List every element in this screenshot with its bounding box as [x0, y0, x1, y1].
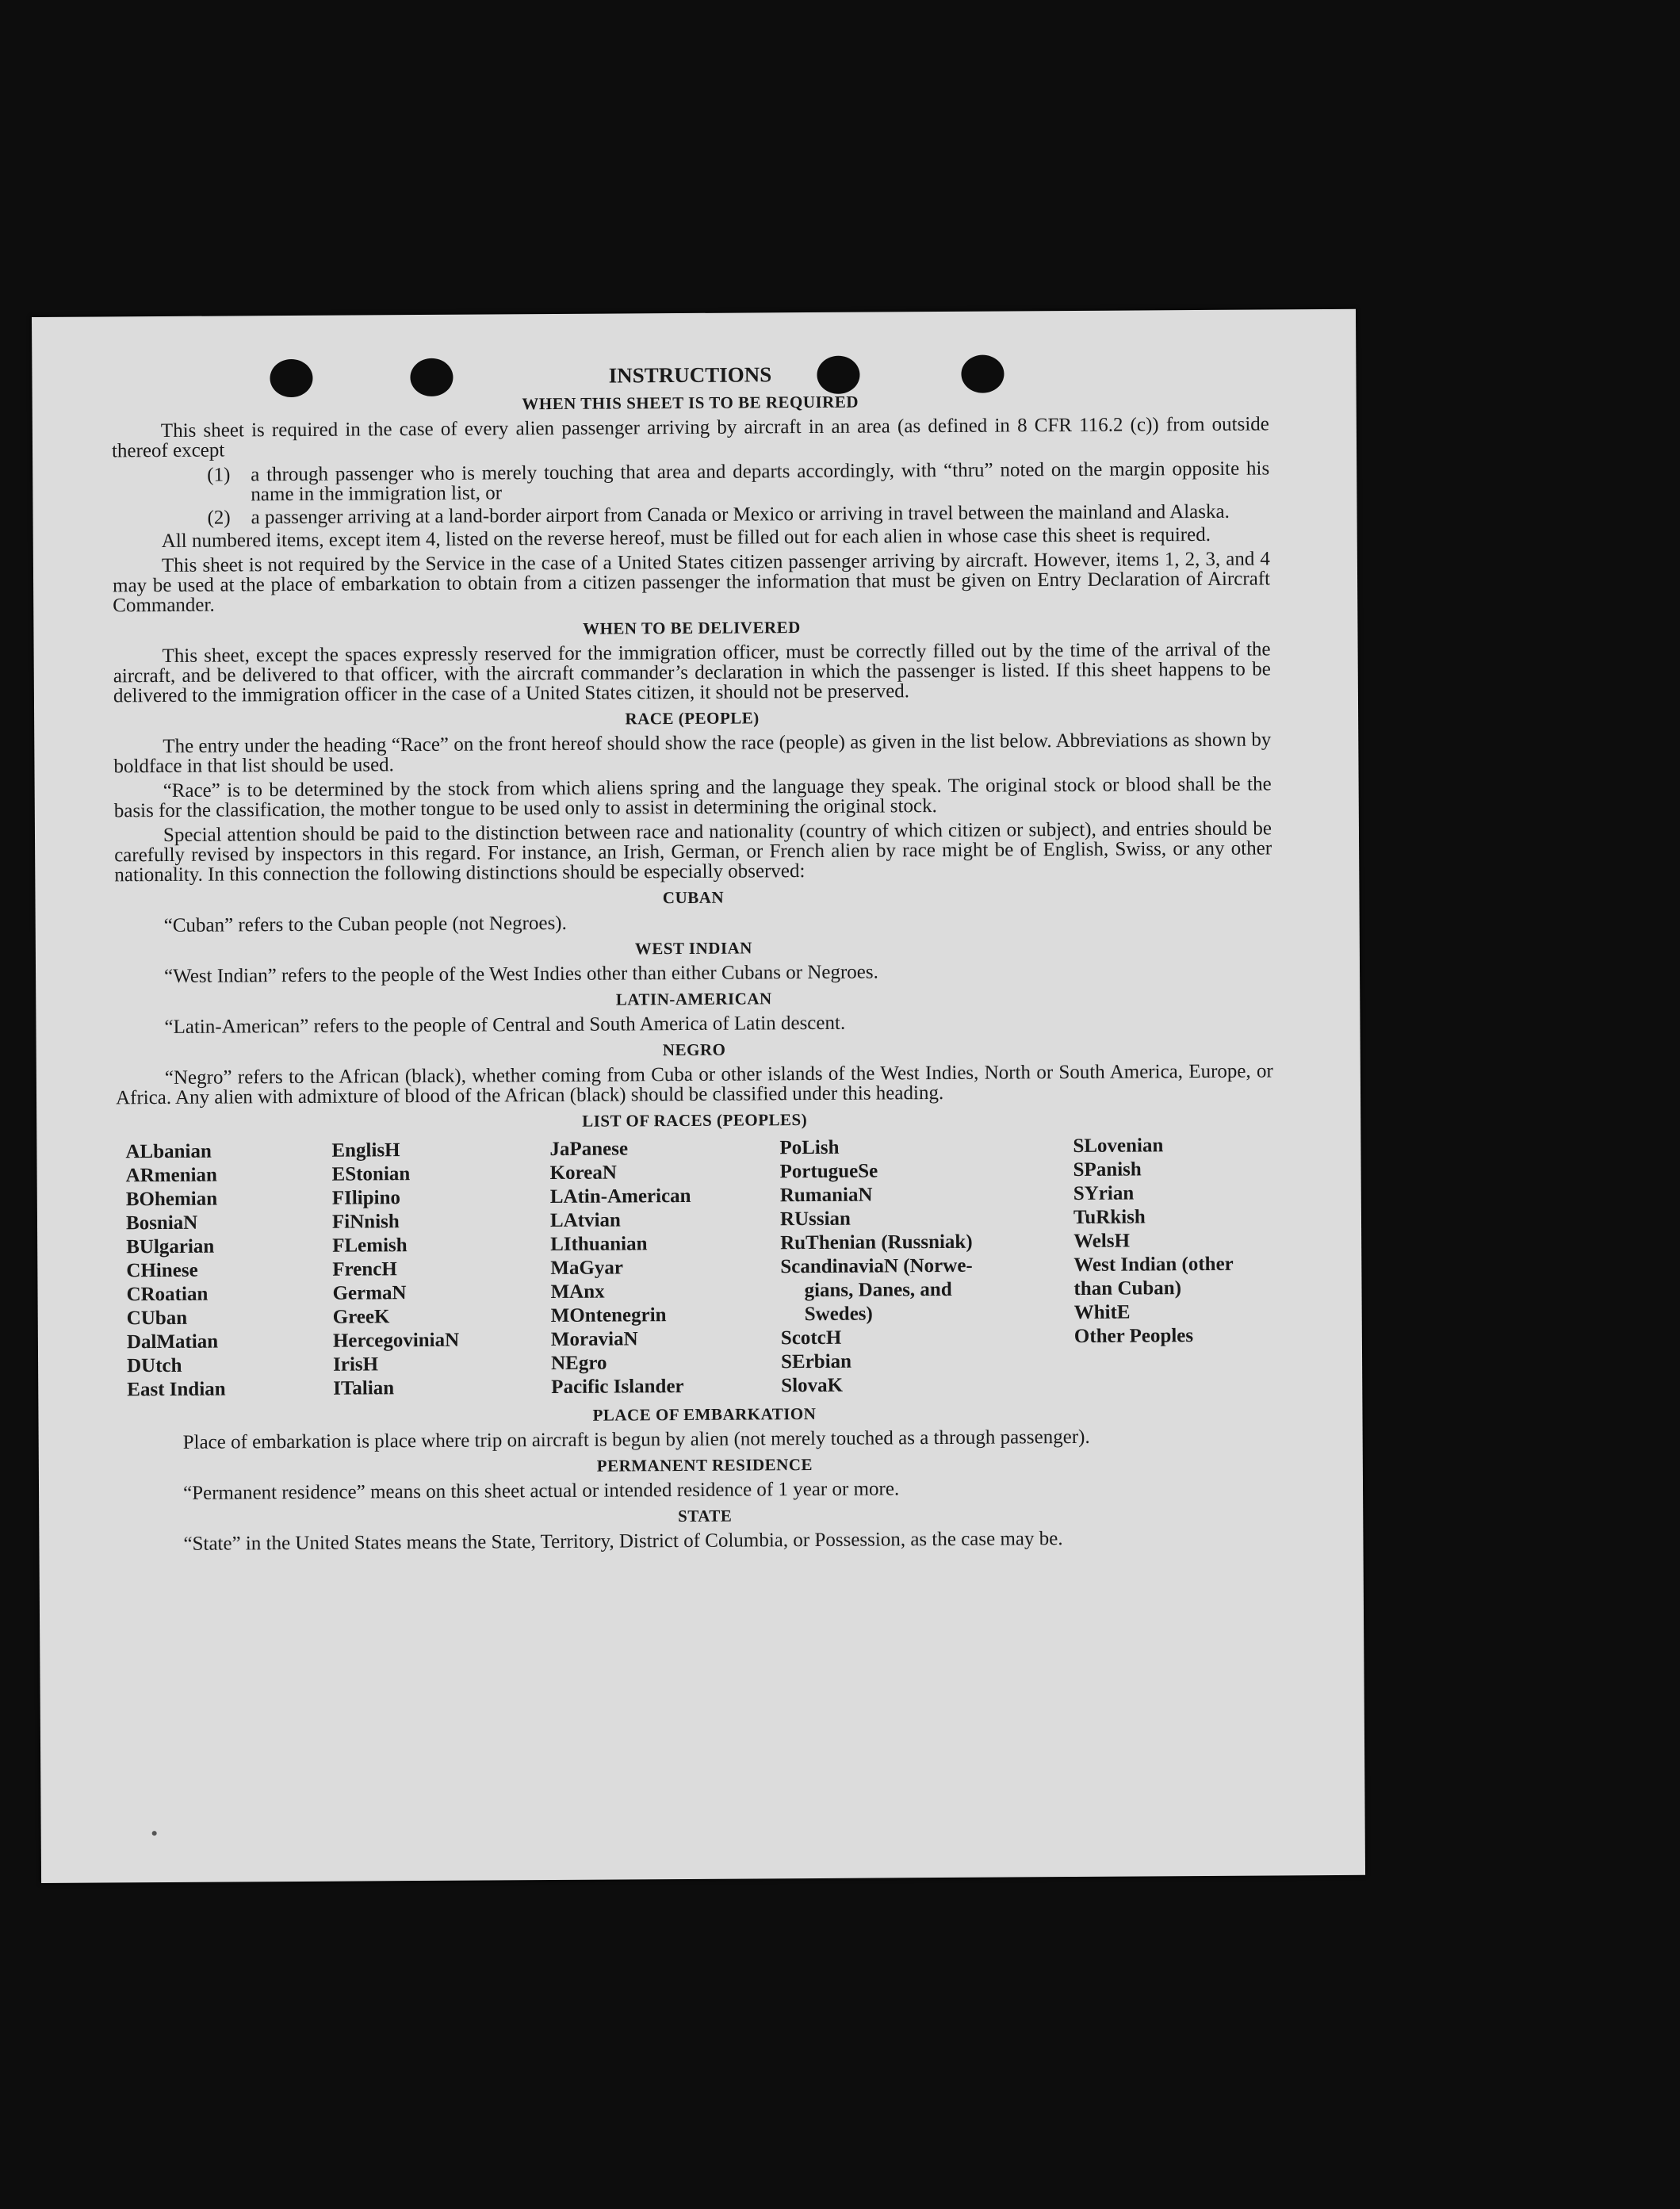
race-entry: PortugueSe	[779, 1160, 878, 1183]
race-column	[125, 1139, 333, 1403]
race-entry: TuRkish	[1073, 1206, 1146, 1228]
race-entry: GermaN	[332, 1282, 407, 1304]
item-text: a passenger arriving at a land-border airport from Canada or Mexico or arriving in travel between the mainland and Alaska.	[251, 500, 1230, 529]
subheading-embarkation: PLACE OF EMBARKATION	[592, 1403, 817, 1425]
race-entry: CRoatian	[126, 1283, 209, 1306]
paragraph: “Cuban” refers to the Cuban people (not Negroes).	[163, 912, 567, 936]
paragraph: All numbered items, except item 4, listed on the reverse hereof, must be filled out for each alien in whose case this sheet is required.	[161, 523, 1211, 553]
race-entry: LAtin-American	[549, 1185, 691, 1208]
race-entry: SLovenian	[1073, 1135, 1164, 1157]
paragraph: Place of embarkation is place where trip on aircraft is begun by alien (not merely touched as a through passenger).	[182, 1426, 1090, 1453]
race-entry: BUlgarian	[126, 1235, 215, 1258]
closing-sections	[133, 1401, 1276, 1554]
race-entry: East Indian	[127, 1378, 226, 1401]
race-entry: LIthuanian	[550, 1233, 648, 1256]
subheading-latin-american: LATIN-AMERICAN	[615, 989, 772, 1009]
race-column	[549, 1136, 781, 1399]
race-entry: WelsH	[1073, 1230, 1131, 1252]
section-heading-required: WHEN THIS SHEET IS TO BE REQUIRED	[522, 392, 859, 414]
subheading-state: STATE	[678, 1506, 733, 1526]
race-entry: FiNnish	[331, 1211, 400, 1233]
list-item	[112, 458, 1269, 505]
item-number: (1)	[207, 464, 231, 486]
subheading-negro: NEGRO	[662, 1039, 726, 1060]
race-column	[331, 1138, 551, 1401]
race-entry: IrisH	[332, 1353, 379, 1376]
race-entry: HercegoviniaN	[332, 1329, 460, 1352]
race-entry: DUtch	[127, 1354, 182, 1377]
paragraph: “West Indian” refers to the people of the West Indies other than either Cubans or Negroes.	[163, 961, 878, 987]
item-text: a through passenger who is merely touching that area and departs accordingly, with “thru” noted on the margin opposite his name in the immigration list, or	[251, 457, 1270, 506]
race-entry: SlovaK	[781, 1374, 844, 1397]
race-entry: SYrian	[1073, 1182, 1135, 1204]
race-entry: RumaniaN	[779, 1184, 873, 1207]
subheading-residence: PERMANENT RESIDENCE	[596, 1455, 813, 1476]
race-entry: ScotcH	[780, 1327, 842, 1350]
paragraph: Special attention should be paid to the distinction between race and nationality (country of which citizen or subject), and entries should be carefully revised by inspectors in this regard. For instance, an Irish, German, or French alien by race might be of English, Swiss, or any other nationality. In this connection the following distinctions should be especially observed:	[114, 817, 1272, 886]
race-entry: West Indian (other	[1073, 1253, 1234, 1276]
subheading-west-indian: WEST INDIAN	[634, 938, 752, 959]
race-entry: RuThenian (Russniak)	[780, 1231, 973, 1254]
race-entry: than Cuban)	[1073, 1277, 1182, 1300]
instructions-body	[111, 362, 1276, 1559]
exception-list	[112, 458, 1269, 528]
paragraph: “Negro” refers to the African (black), whether coming from Cuba or other islands of the West Indies, North or South America, Europe, or Africa. Any alien with admixture of blood of the African (black) should be classified under this heading.	[115, 1060, 1273, 1109]
race-entry: gians, Danes, and	[804, 1278, 952, 1302]
paragraph: “Latin-American” refers to the people of Central and South America of Latin descent.	[164, 1012, 846, 1038]
race-entry: MOntenegrin	[550, 1304, 667, 1327]
race-entry: EStonian	[331, 1163, 411, 1185]
race-entry: FrencH	[332, 1258, 397, 1281]
race-entry: NEgro	[550, 1352, 607, 1375]
paragraph: This sheet, except the spaces expressly reserved for the immigration officer, must be correctly filled out by the time of the arrival of the aircraft, and be delivered to that officer, with the aircraft commander’s declaration in which the passenger is listed. If this sheet happens to be delivered to the immigration officer in the case of a United States citizen, it should not be preserved.	[113, 638, 1271, 707]
race-entry: SErbian	[780, 1350, 852, 1373]
race-entry: Other Peoples	[1073, 1325, 1194, 1347]
paragraph: “Permanent residence” means on this sheet actual or intended residence of 1 year or more.	[182, 1478, 900, 1504]
race-entry: ALbanian	[125, 1140, 212, 1163]
race-entry: Pacific Islander	[551, 1376, 684, 1399]
paragraph: “Race” is to be determined by the stock from which aliens spring and the language they speak. The original stock or blood shall be the basis for the classification, the mother tongue to be used only to assist in determining the original stock.	[113, 773, 1272, 822]
race-entry: JaPanese	[549, 1138, 629, 1161]
race-entry: KoreaN	[549, 1162, 617, 1185]
item-number: (2)	[207, 507, 231, 529]
race-entry: ARmenian	[125, 1164, 217, 1187]
section-heading-delivered: WHEN TO BE DELIVERED	[582, 618, 801, 638]
race-entry: RUssian	[779, 1208, 851, 1231]
race-entry: Swedes)	[804, 1303, 873, 1326]
race-entry: WhitE	[1073, 1301, 1131, 1323]
race-entry: MAnx	[550, 1281, 605, 1304]
section-heading-race: RACE (PEOPLE)	[625, 708, 760, 729]
speck	[152, 1831, 157, 1836]
race-entry: GreeK	[332, 1306, 390, 1328]
race-entry: BosniaN	[125, 1212, 198, 1235]
paragraph: This sheet is required in the case of every alien passenger arriving by aircraft in an area (as defined in 8 CFR 116.2 (c)) from outside thereof except	[111, 413, 1269, 462]
document-page	[32, 309, 1365, 1883]
subheading-cuban: CUBAN	[662, 887, 725, 908]
list-heading: LIST OF RACES (PEOPLES)	[582, 1110, 808, 1131]
race-entry: CUban	[126, 1307, 188, 1330]
race-entry: MoraviaN	[550, 1328, 638, 1351]
paragraph: This sheet is not required by the Service in the case of a United States citizen passenger arriving by aircraft. However, items 1, 2, 3, and 4 may be used at the place of embarkation to obtain from a citizen passenger the information that must be given on Entry Declaration of Aircraft Commander.	[112, 548, 1271, 617]
page-title: INSTRUCTIONS	[608, 362, 772, 388]
race-entry: LAtvian	[549, 1209, 621, 1232]
race-entry: SPanish	[1073, 1158, 1142, 1181]
races-table	[125, 1133, 1275, 1402]
race-entry: FIlipino	[331, 1187, 401, 1209]
paragraph: The entry under the heading “Race” on the front hereof should show the race (people) as given in the list below. Abbreviations as shown by boldface in that list should be used.	[113, 729, 1272, 778]
race-entry: ITalian	[333, 1377, 395, 1399]
race-entry: PoLish	[779, 1136, 840, 1159]
race-entry: ScandinaviaN (Norwe-	[780, 1254, 973, 1278]
race-column	[1073, 1133, 1284, 1396]
race-entry: DalMatian	[126, 1330, 219, 1353]
race-entry: EnglisH	[331, 1139, 400, 1162]
race-entry: FLemish	[332, 1235, 408, 1257]
race-entry: BOhemian	[125, 1188, 218, 1211]
paragraph: “State” in the United States means the State, Territory, District of Columbia, or Possession, as the case may be.	[183, 1528, 1063, 1555]
race-column	[779, 1135, 1074, 1398]
race-entry: CHinese	[126, 1259, 198, 1282]
race-entry: MaGyar	[550, 1257, 624, 1280]
